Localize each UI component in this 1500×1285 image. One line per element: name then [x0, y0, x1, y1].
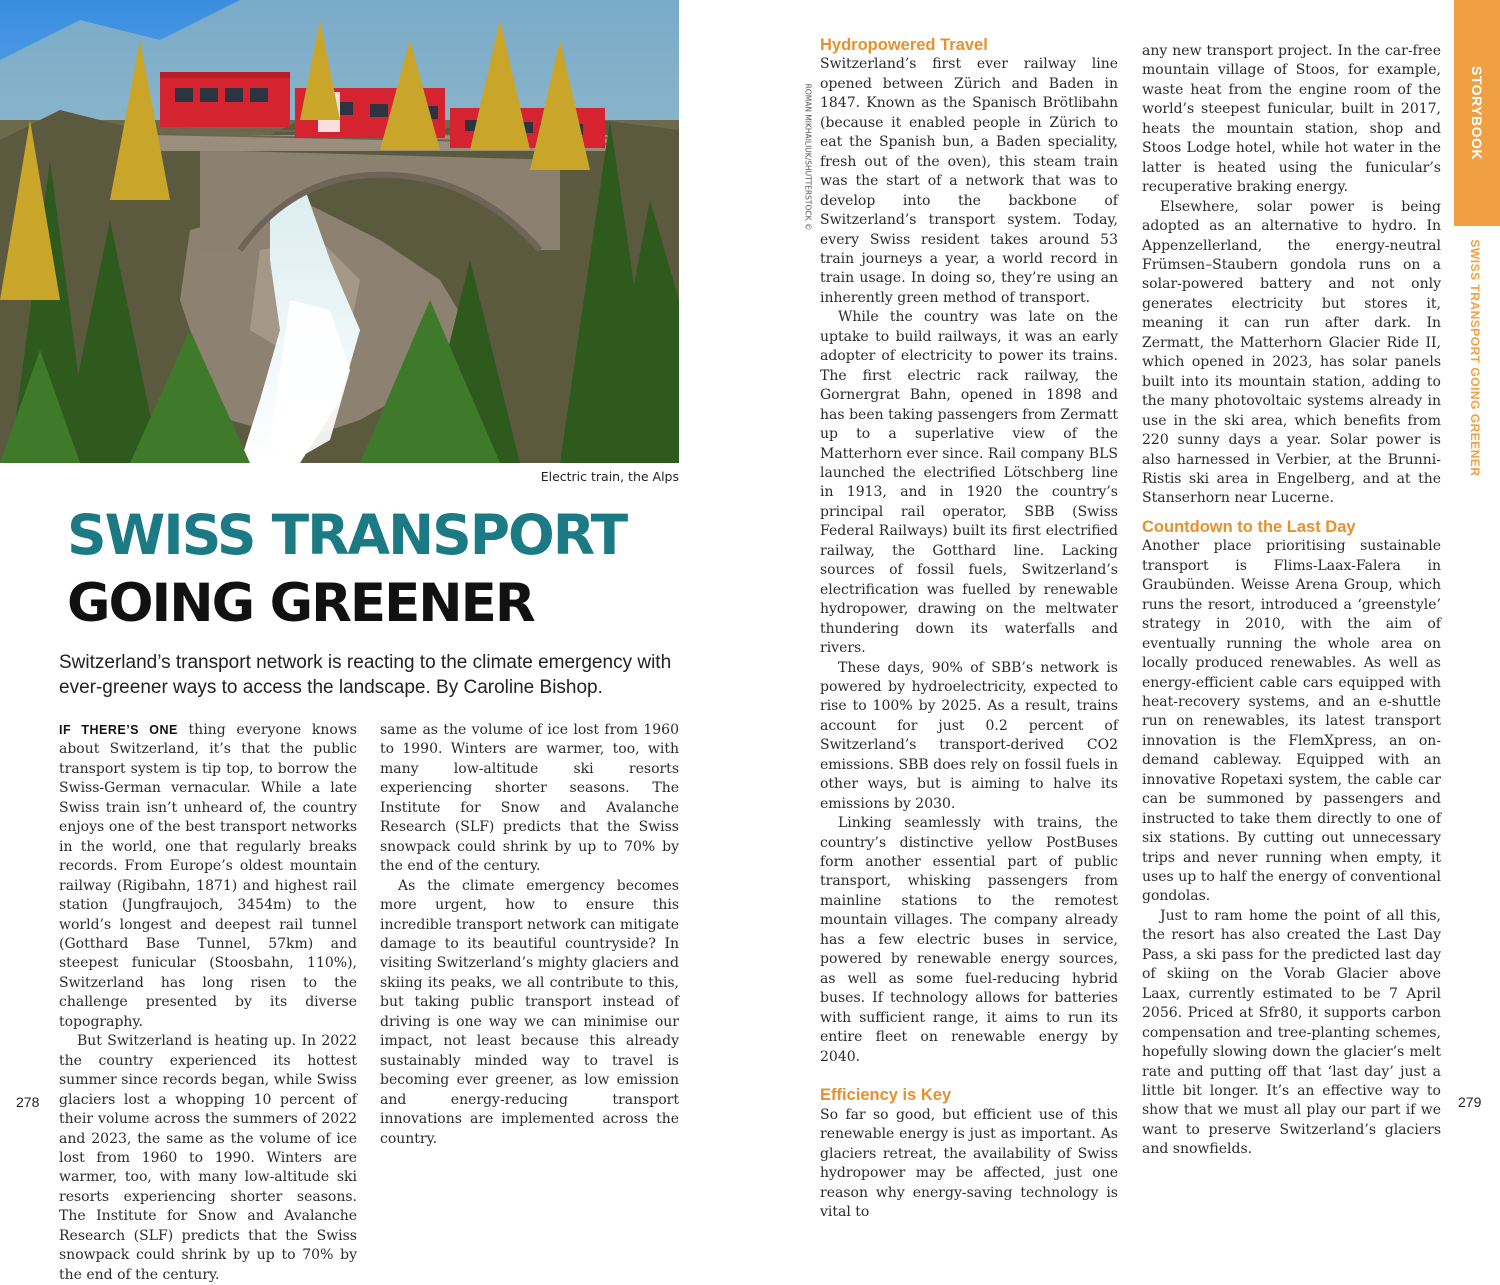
section-heading-countdown: Countdown to the Last Day: [1142, 517, 1356, 536]
section-tab-right: [1454, 0, 1500, 226]
article-paragraph: As the climate emergency becomes more urgent, how to ensure this incredible transport network can mitigate damage to its beautiful countryside? In visiting Switzerland’s mighty glaciers and skiing its peaks, we all contribute to this, but taking public transport instead of driving is one way we can minimise our impact, not least because this already sustainably minded way to travel is becoming ever greener, as low emission and energy-reducing transport innovations are implemented across the country.: [380, 877, 679, 1147]
article-paragraph: Switzerland’s first ever railway line opened between Zürich and Baden in 1847. Known as the Spanisch Brötlibahn (because it enabled people in Zürich to eat the Spanish bun, a Baden speciality, fresh out of the oven), this steam train was the start of a network that was to develop into the backbone of Switzerland’s transport system. Today, every Swiss resident takes around 53 train journeys a year, a world record in train usage. In doing so, they’re using an inherently green method of transport.: [820, 56, 1118, 306]
photo-credit: [800, 72, 816, 242]
article-paragraph: Another place prioritising sustainable transport is Flims-Laax-Falera in Graubünden. Weisse Arena Group, which runs the resort, introduced a ‘greenstyle’ strategy in 2010, with the aim of eventually running the whole area on locally produced renewables. As well as energy-efficient cable cars equipped with heat-recovery systems, and an e-shuttle run on renewables, its latest transport innovation is the FlemXpress, an on-demand cableway. Equipped with an innovative Ropetaxi system, the cable car can be summoned by passengers and instructed to take them directly to one of six stations. By cutting out unnecessary trips and never running when empty, it uses up to half the energy of conventional gondolas.: [1142, 538, 1441, 905]
running-head-label: SWISS TRANSPORT GOING GREENER: [1468, 239, 1482, 477]
lead-in: IF THERE’S ONE: [59, 723, 178, 737]
article-column-1: [59, 721, 357, 1285]
section-tab-label: STORYBOOK: [1469, 66, 1485, 160]
article-paragraph: Linking seamlessly with trains, the country’s distinctive yellow PostBuses form another essential part of public transport, whisking passengers from mainline stations to the remotest mountain villages. The company already has a few electric buses in service, powered by renewable energy sources, as well as some fuel-reducing hybrid buses. If technology allows for batteries with sufficient range, it aims to run its entire fleet on renewable energy by 2040.: [820, 815, 1118, 1065]
article-paragraph: IF THERE’S ONE thing everyone knows about Switzerland, it’s that the public transport system is tip top, to borrow the Swiss-German vernacular. While a late Swiss train isn’t unheard of, the country enjoys one of the best transport networks in the world, one that regularly breaks records. From Europe’s oldest mountain railway (Rigibahn, 1871) and highest rail station (Jungfraujoch, 3454m) to the world’s longest and deepest rail tunnel (Gotthard Base Tunnel, 57km) and steepest funicular (Stoosbahn, 110%), Switzerland has long risen to the challenge presented by its diverse topography.: [59, 722, 357, 1030]
title-line-1: SWISS TRANSPORT: [67, 503, 627, 567]
photo-caption: Electric train, the Alps: [540, 469, 679, 484]
article-paragraph: But Switzerland is heating up. In 2022 the country experienced its hottest summer since records began, while Swiss glaciers lost a whopping 10 percent of their volume across the summers of 2022 and 2023, the same as the volume of ice lost from 1960 to 1990. Winters are warmer, too, with many low-altitude ski resorts experiencing shorter seasons. The Institute for Snow and Avalanche Research (SLF) predicts that the Swiss snowpack could shrink by up to 70% by the end of the century.: [59, 1033, 357, 1283]
article-paragraph: Elsewhere, solar power is being adopted as an alternative to hydro. In Appenzellerland, the energy-neutral Frümsen–Staubern gondola runs on a solar-powered battery and not only generates electricity but stores it, meaning it can run after dark. In Zermatt, the Matterhorn Glacier Ride II, which opened in 2023, has solar panels built into its mountain station, adding to the many photovoltaic systems already in use in the ski area, which benefits from 220 sunny days a year. Solar power is also harnessed in Verbier, at the Brunni-Ristis ski area in Engelberg, and at the Stanserhorn near Lucerne.: [1142, 198, 1441, 507]
photo-credit-text: ROMAN MIKHAILIUK/SHUTTERSTOCK ©: [803, 83, 813, 231]
title-line-2: GOING GREENER: [67, 573, 534, 634]
train-photo: [0, 0, 679, 463]
article-paragraph: Just to ram home the point of all this, the resort has also created the Last Day Pass, a ski pass for the predicted last day of skiing on the Vorab Glacier above Laax, currently estimated to be 7 April 2056. Priced at Sfr80, it supports carbon compensation and tree-planting schemes, hopefully slowing down the glacier’s melt rate and putting off that ‘last day’ just a little bit longer. It’s an effective way to show that we must all play our part if we want to preserve Switzerland’s glaciers and snowfields.: [1142, 907, 1441, 1158]
article-paragraph-continued: any new transport project. In the car-free mountain village of Stoos, for example, waste heat from the engine room of the world’s steepest funicular, built in 2017, heats the mountain station, shop and Stoos Lodge hotel, while hot water in the latter is heated using the funicular’s recuperative braking energy.: [1142, 43, 1441, 196]
section-heading-hydropowered: Hydropowered Travel: [820, 36, 988, 54]
section-heading-efficiency: Efficiency is Key: [820, 1086, 952, 1105]
article-column-4: [1142, 42, 1441, 1160]
article-paragraph: So far so good, but efficient use of this renewable energy is just as important. As glaciers retreat, the availability of Swiss hydropower may be affected, just one reason why energy-saving technology is vital to: [820, 1106, 1118, 1221]
article-paragraph-continued: same as the volume of ice lost from 1960 to 1990. Winters are warmer, too, with many low-altitude ski resorts experiencing shorter seasons. The Institute for Snow and Avalanche Research (SLF) predicts that the Swiss snowpack could shrink by up to 70% by the end of the century.: [380, 722, 679, 875]
standfirst: Switzerland’s transport network is reacting to the climate emergency with ever-greener ways to access the landscape. By Caroline Bishop.: [59, 652, 672, 698]
article-paragraph: While the country was late on the uptake to build railways, it was an early adopter of electricity to power its trains. The first electric rack railway, the Gornergrat Bahn, opened in 1898 and has been taking passengers from Zermatt up to a superlative view of the Matterhorn ever since. Rail company BLS launched the electrified Lötschberg line in 1913, and in 1920 the country’s principal rail operator, SBB (Swiss Federal Railways) built its first electrified railway, the Gotthard line. Lacking sources of fossil fuels, Switzerland’s electrification was fuelled by renewable hydropower, drawing on the meltwater thundering down its waterfalls and rivers.: [820, 309, 1118, 657]
page-number-left: 278: [16, 1094, 40, 1110]
article-column-2: [380, 721, 679, 1149]
article-column-3: [820, 36, 1118, 1223]
article-paragraph: These days, 90% of SBB’s network is powered by hydroelectricity, expected to rise to 100% by 2025. As a result, trains account for just 0.2 percent of Switzerland’s transport-derived CO2 emissions. SBB does rely on fossil fuels in other ways, but is aiming to halve its emissions by 2030.: [820, 659, 1118, 812]
page-number-right: 279: [1458, 1094, 1482, 1110]
running-head: [1468, 238, 1482, 478]
